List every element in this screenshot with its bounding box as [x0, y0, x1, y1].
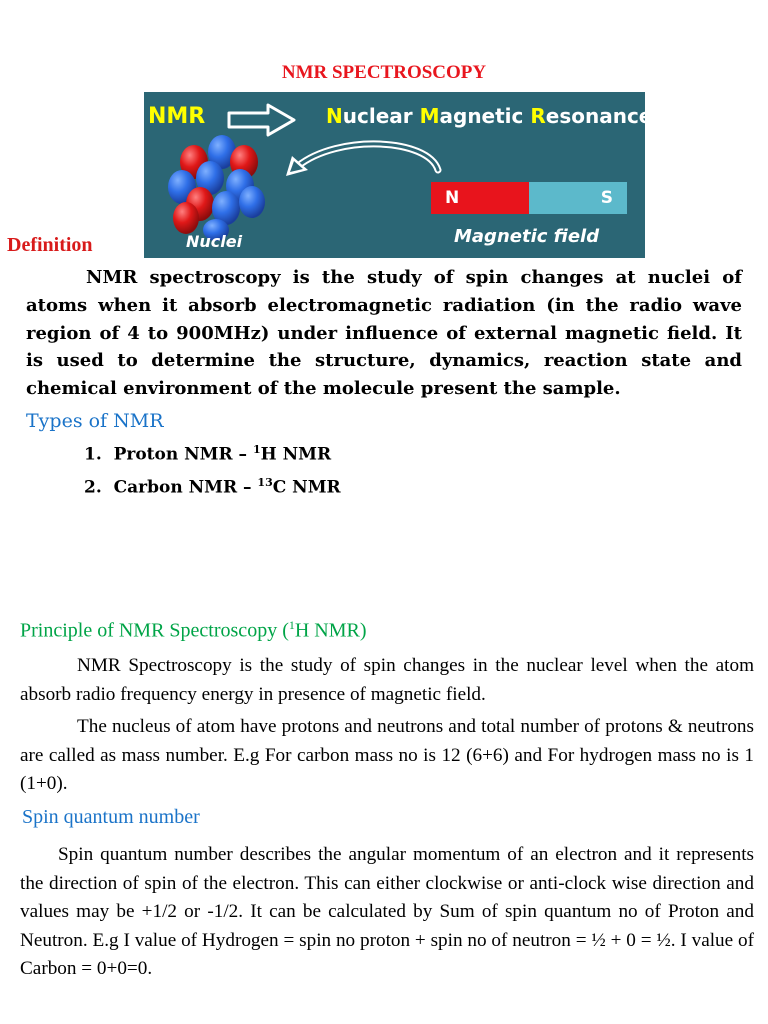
definition-paragraph: NMR spectroscopy is the study of spin changes at nuclei of atoms when it absorb electromagnetic radiation (in the radio wave region of 4 to 900MHz) under influence of external magnetic field. It is used to determine the structure, dynamics, reaction state and chemical environment of the molecule present the sample. — [26, 267, 742, 400]
banner-full-name — [326, 104, 652, 128]
magnet-south-pole: S — [529, 182, 627, 214]
nucleus-icon — [164, 132, 274, 242]
superscript: 1 — [288, 618, 295, 632]
list-item-suffix: H NMR — [260, 444, 332, 465]
list-item-text: Proton NMR – — [113, 444, 253, 465]
list-item-text: Carbon NMR – — [113, 477, 258, 498]
letter-m: M — [419, 104, 440, 128]
list-item — [84, 469, 341, 502]
page-title: NMR SPECTROSCOPY — [281, 62, 487, 83]
list-number: 1. — [84, 444, 102, 465]
principle-heading-pre: Principle of NMR Spectroscopy ( — [20, 619, 289, 642]
definition-heading: Definition — [7, 234, 93, 256]
word-magnetic-rest: agnetic — [439, 104, 531, 128]
curved-arrow-icon — [278, 136, 448, 178]
banner-magnetic-field-label: Magnetic field — [454, 226, 600, 247]
word-nuclear-rest: uclear — [342, 104, 420, 128]
word-resonance-rest: esonance — [545, 104, 653, 128]
superscript: 1 — [252, 443, 261, 456]
principle-paragraph-2: The nucleus of atom have protons and neutrons and total number of protons & neutrons are called as mass number. E.g For carbon mass no is 12 (6+6) and For hydrogen mass no is 1 (1+0). — [20, 716, 754, 795]
types-list — [84, 436, 341, 501]
superscript: 13 — [257, 475, 273, 489]
types-heading: Types of NMR — [26, 410, 164, 432]
banner-nmr-label: NMR — [148, 104, 206, 129]
spin-quantum-heading: Spin quantum number — [22, 806, 200, 828]
list-item-suffix: C NMR — [272, 477, 341, 498]
letter-r: R — [530, 104, 546, 128]
spin-quantum-paragraph: Spin quantum number describes the angular momentum of an electron and it represents the direction of spin of the electron. This can either clockwise or anti-clock wise direction and values may be +1/2 or -1/2. It can be calculated by Sum of spin quantum no of Proton and Neutron. E.g I value of Hydrogen = spin no proton + spin no of neutron = ½ + 0 = ½. I value of Carbon = 0+0=0. — [20, 844, 754, 980]
nmr-banner-illustration — [144, 92, 653, 258]
principle-paragraph-1: NMR Spectroscopy is the study of spin changes in the nuclear level when the atom absorb radio frequency energy in presence of magnetic field. — [20, 655, 754, 705]
letter-n: N — [326, 104, 343, 128]
list-number: 2. — [84, 477, 102, 498]
principle-heading-post: H NMR) — [294, 619, 367, 642]
principle-heading — [20, 618, 367, 643]
banner-nuclei-label: Nuclei — [186, 232, 243, 251]
list-item — [84, 436, 341, 469]
magnet-north-pole: N — [431, 182, 529, 214]
